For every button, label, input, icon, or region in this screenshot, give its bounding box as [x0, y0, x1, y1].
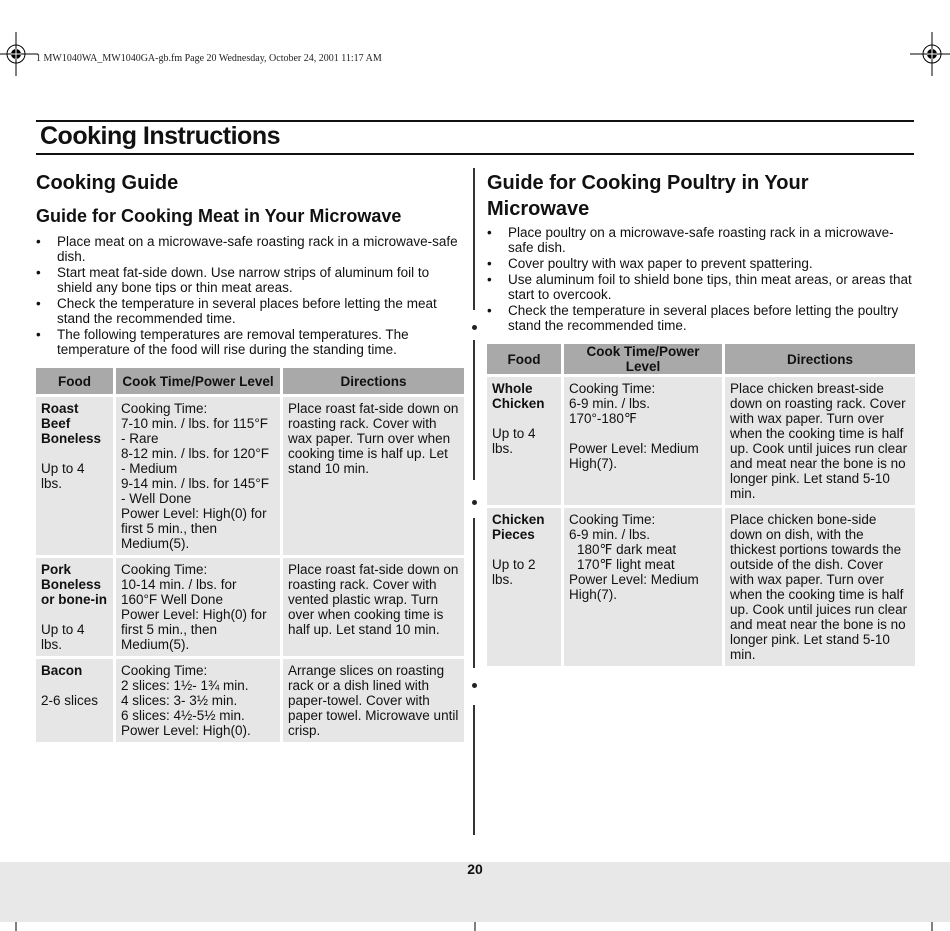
cook-line: 8-12 min. / lbs. for 120°F - Medium [121, 446, 269, 476]
food-name: Bacon [41, 663, 83, 678]
food-weight: Up to 4 lbs. [41, 622, 85, 652]
food-name: Whole Chicken [492, 381, 545, 411]
food-cell [487, 508, 561, 666]
table-row [36, 558, 464, 656]
cook-line: 6-9 min. / lbs. [569, 527, 651, 542]
cook-time-cell [116, 397, 280, 555]
food-name: Roast Beef Boneless [41, 401, 102, 446]
cook-time-cell [564, 377, 722, 505]
cook-line: 6 slices: 4½-5½ min. [121, 708, 245, 723]
cook-line: Cooking Time: [121, 562, 208, 577]
column-header-food: Food [36, 368, 113, 394]
light-meat-temp: 170℉ light meat [577, 557, 675, 572]
list-item: • Place poultry on a microwave-safe roasting rack in a microwave-safe dish. [487, 225, 915, 255]
margin-dot [472, 683, 477, 688]
cook-line: 4 slices: 3- 3½ min. [121, 693, 238, 708]
food-weight: Up to 4 lbs. [492, 426, 536, 456]
directions-cell: Place chicken bone-side down on dish, with the thickest portions towards the outside of the dish. Cover with wax paper. Turn over when the cooking time is half up. Cook until juices run clear and meat near the bone is no longer pink. Let stand 5-10 min. [725, 508, 915, 666]
list-item: • Use aluminum foil to shield bone tips, thin meat areas, or areas that start to overcook. [487, 272, 915, 302]
column-divider [473, 168, 475, 310]
list-item: • The following temperatures are removal temperatures. The temperature of the food will rise during the standing time. [36, 327, 464, 357]
power-level: Power Level: Medium High(7). [569, 441, 699, 471]
list-item: • Check the temperature in several places before letting the meat stand the recommended time. [36, 296, 464, 326]
cook-line: 2 slices: 1½- 1¾ min. [121, 678, 249, 693]
meat-cooking-table [33, 365, 467, 745]
file-info-header: 1 MW1040WA_MW1040GA-gb.fm Page 20 Wednesday, October 24, 2001 11:17 AM [36, 53, 382, 64]
table-row [36, 659, 464, 742]
poultry-cooking-table [484, 341, 918, 669]
directions-cell: Place roast fat-side down on roasting rack. Cover with vented plastic wrap. Turn over when cooking time is half up. Let stand 10 min. [283, 558, 464, 656]
title-bottom-rule [36, 153, 914, 155]
cook-line: Power Level: High(0) for first 5 min., then Medium(5). [121, 506, 267, 551]
food-name: Chicken Pieces [492, 512, 545, 542]
cook-time-cell [116, 659, 280, 742]
section-title: Cooking Guide [36, 172, 179, 194]
cook-time-cell [116, 558, 280, 656]
column-header-cook-time: Cook Time/Power Level [116, 368, 280, 394]
cook-line: Cooking Time: [569, 381, 656, 396]
table-row [487, 377, 915, 505]
food-weight: 2-6 slices [41, 693, 99, 708]
column-header-food: Food [487, 344, 561, 374]
registration-mark-icon [910, 32, 950, 76]
power-level: Power Level: Medium High(7). [569, 572, 699, 602]
poultry-tips-list [487, 225, 915, 333]
column-divider [473, 340, 475, 480]
directions-cell: Place roast fat-side down on roasting rack. Cover with wax paper. Turn over when cooking time is half up. Let stand 10 min. [283, 397, 464, 555]
cook-line: 9-14 min. / lbs. for 145°F - Well Done [121, 476, 269, 506]
column-header-cook-time: Cook Time/Power Level [564, 344, 722, 374]
column-header-directions: Directions [283, 368, 464, 394]
food-cell [36, 397, 113, 555]
food-weight: Up to 4 lbs. [41, 461, 85, 491]
column-divider [473, 518, 475, 668]
food-name: Pork Boneless or bone-in [41, 562, 107, 607]
cook-line: 10-14 min. / lbs. for 160°F Well Done [121, 577, 237, 607]
meat-tips-list [36, 234, 464, 357]
table-row [487, 508, 915, 666]
registration-mark-icon [0, 32, 38, 76]
poultry-guide-title: Guide for Cooking Poultry in Your Microwave [487, 172, 809, 220]
cook-line: Power Level: High(0) for first 5 min., then Medium(5). [121, 607, 267, 652]
directions-cell: Place chicken breast-side down on roasting rack. Cover with wax paper. Turn over when the cooking time is half up. Cook until juices run clear and meat near the bone is no longer pink. Let stand 5-10 min. [725, 377, 915, 505]
list-item: • Check the temperature in several places before letting the poultry stand the recommended time. [487, 303, 915, 333]
margin-dot [472, 500, 477, 505]
dark-meat-temp: 180℉ dark meat [577, 542, 677, 557]
cook-line: Cooking Time: [121, 401, 208, 416]
poultry-guide-column [487, 170, 915, 669]
page-number: 20 [467, 861, 483, 877]
column-header-directions: Directions [725, 344, 915, 374]
food-cell [36, 659, 113, 742]
meat-guide-title: Guide for Cooking Meat in Your Microwave [36, 206, 402, 226]
cook-line: Cooking Time: [569, 512, 656, 527]
page-title: Cooking Instructions [40, 122, 280, 150]
directions-cell: Arrange slices on roasting rack or a dish lined with paper-towel. Cover with paper towel. Microwave until crisp. [283, 659, 464, 742]
cook-line: Power Level: High(0). [121, 723, 251, 738]
food-cell [487, 377, 561, 505]
food-weight: Up to 2 lbs. [492, 557, 536, 587]
meat-guide-column [36, 170, 464, 745]
list-item: • Start meat fat-side down. Use narrow strips of aluminum foil to shield any bone tips or thin meat areas. [36, 265, 464, 295]
table-row [36, 397, 464, 555]
cook-line: 7-10 min. / lbs. for 115°F - Rare [121, 416, 268, 446]
column-divider [473, 705, 475, 835]
list-item: • Cover poultry with wax paper to prevent spattering. [487, 256, 915, 271]
margin-dot [472, 325, 477, 330]
cook-time-cell [564, 508, 722, 666]
cook-line: Cooking Time: [121, 663, 208, 678]
cook-line: 6-9 min. / lbs. 170°-180℉ [569, 396, 651, 426]
list-item: • Place meat on a microwave-safe roasting rack in a microwave-safe dish. [36, 234, 464, 264]
food-cell [36, 558, 113, 656]
